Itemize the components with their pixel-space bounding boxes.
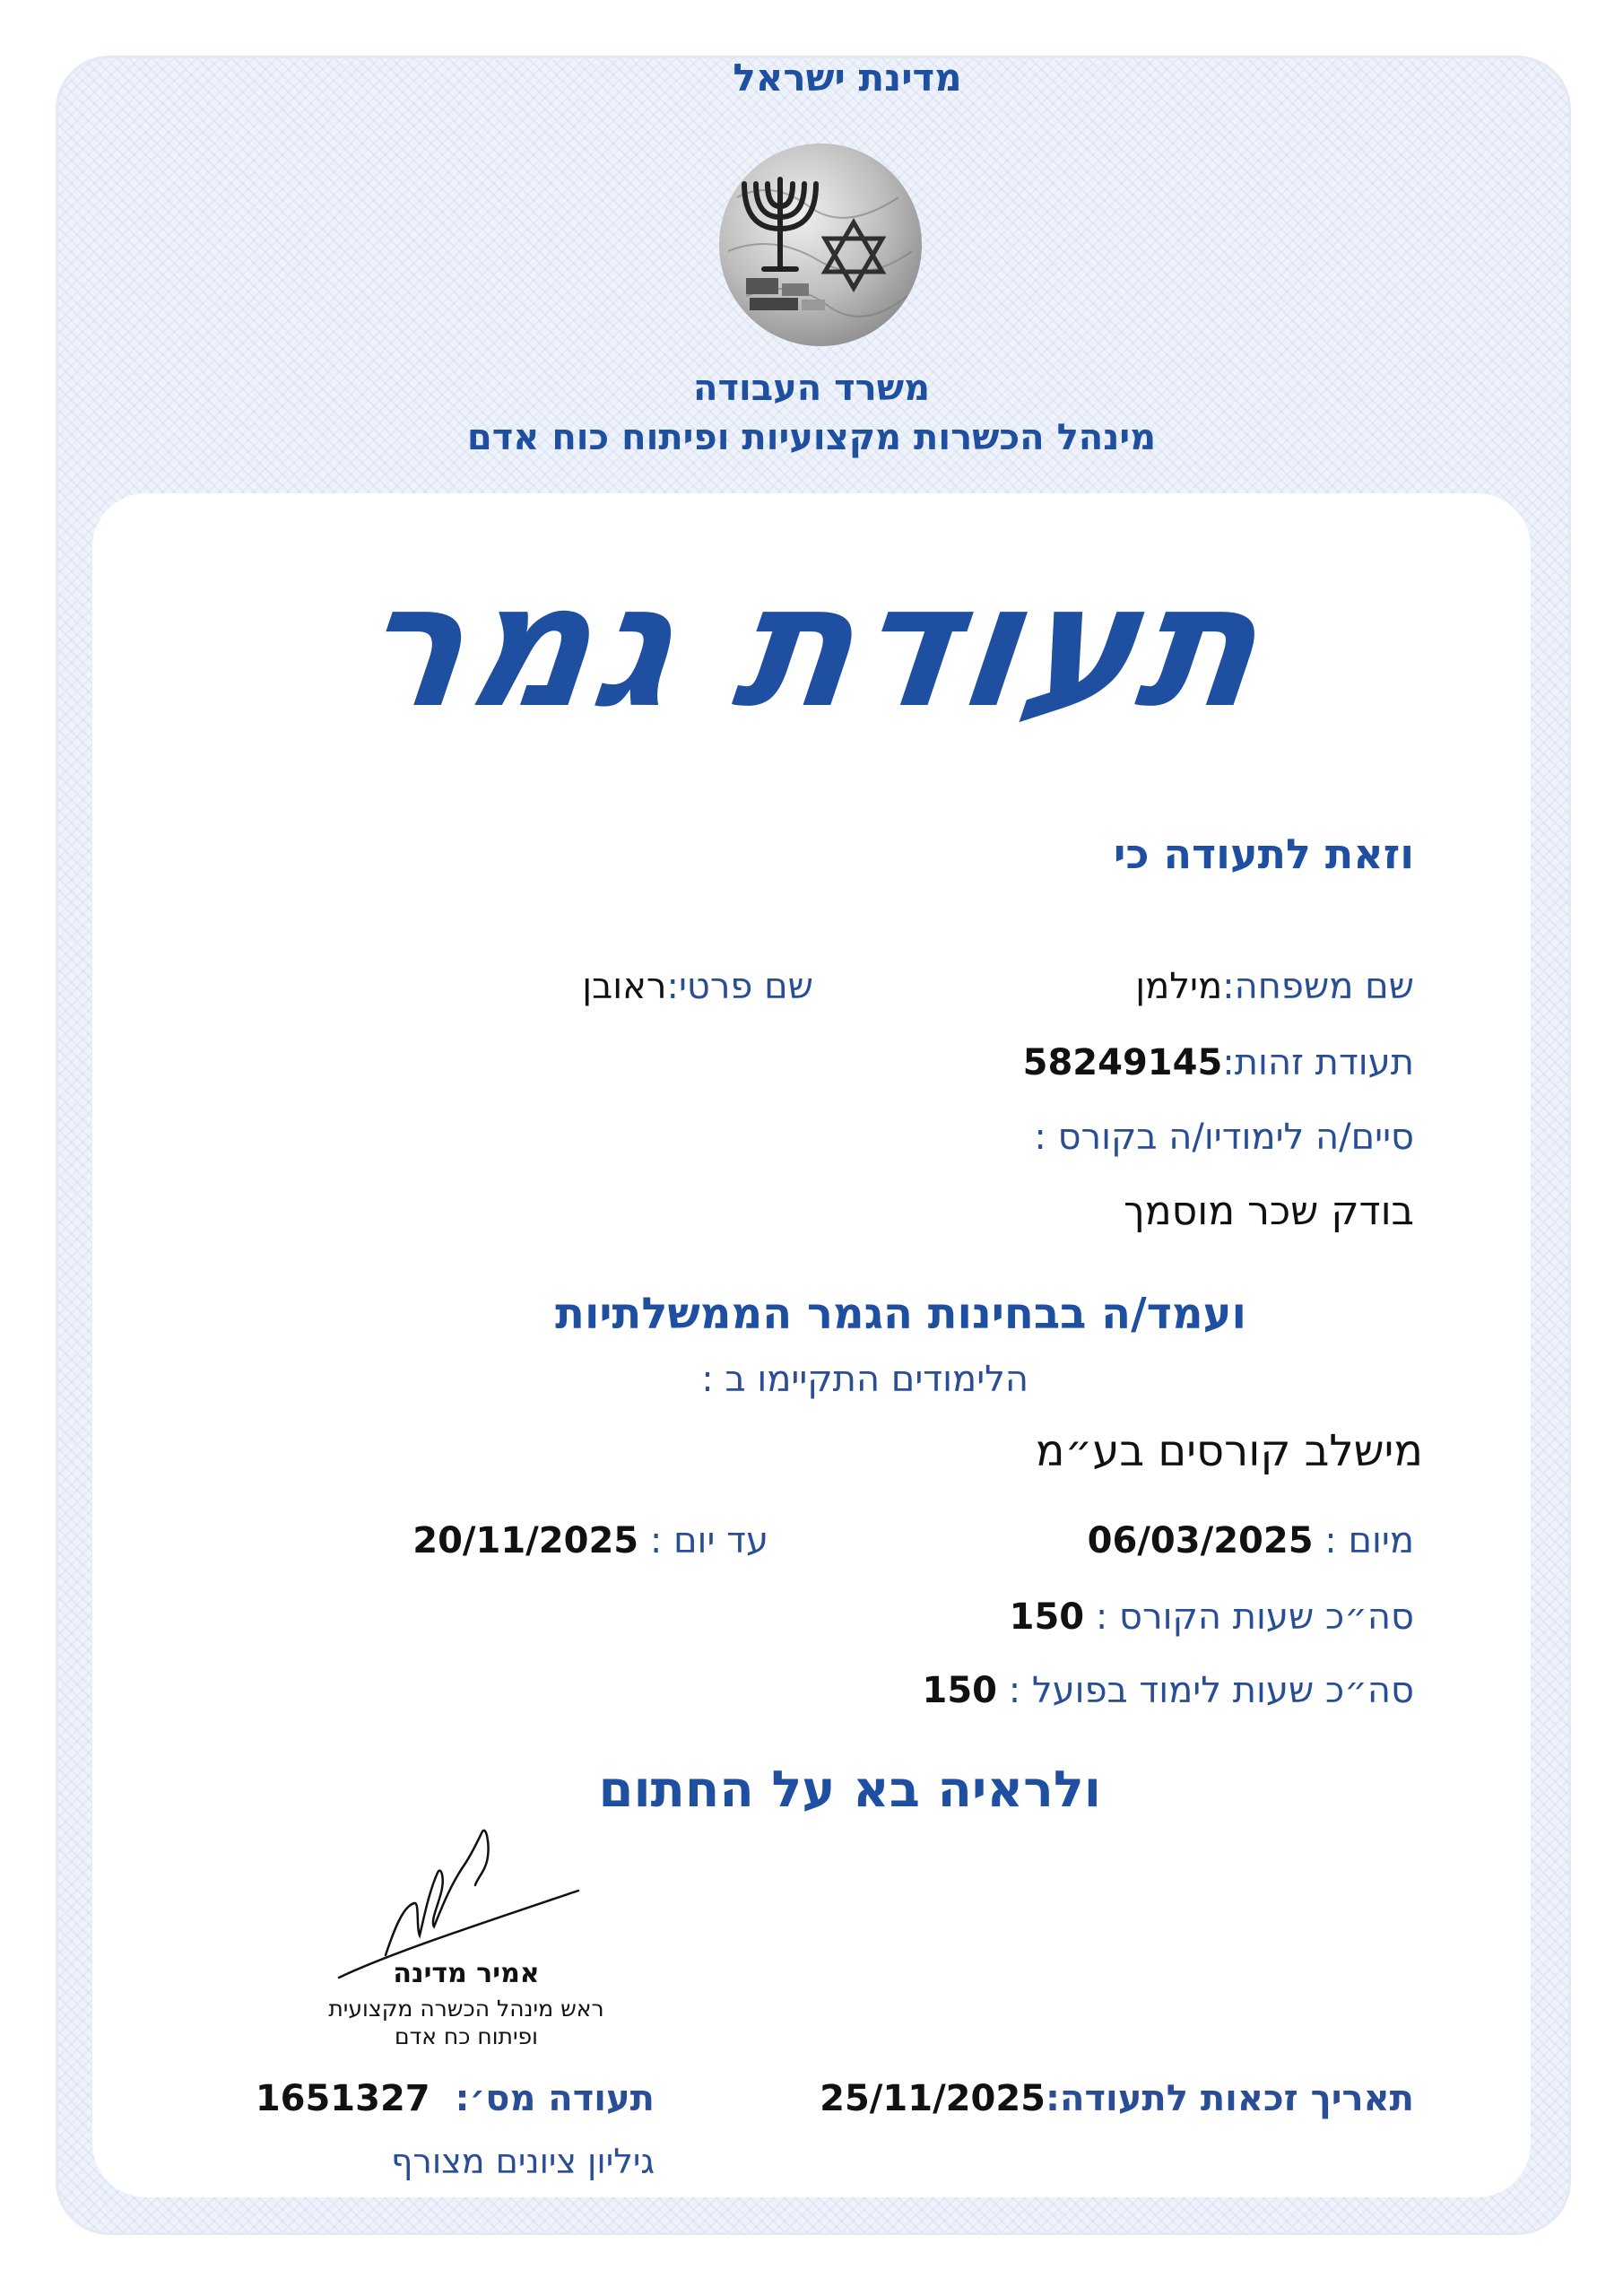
completed-label: סיים/ה לימודיו/ה בקורס [1057, 1117, 1414, 1158]
first-name-row: שם פרטי:ראובן [582, 966, 813, 1007]
institution-name: מישלב קורסים בע״מ [1035, 1426, 1423, 1476]
to-date-value: 20/11/2025 [412, 1520, 639, 1561]
state-emblem-icon [719, 144, 922, 346]
to-date-row: עד יום : 20/11/2025 [412, 1520, 768, 1561]
from-date-label: מיום [1348, 1520, 1414, 1561]
course-name: בודק שכר מוסמך [1124, 1188, 1414, 1234]
exam-statement: ועמד/ה בבחינות הגמר הממשלתיות [555, 1289, 1246, 1339]
last-name-label: שם משפחה [1234, 966, 1414, 1007]
actual-hours-value: 150 [922, 1670, 997, 1711]
cert-number-label: תעודה מס׳: [455, 2078, 655, 2119]
signatory-role-line2: ופיתוח כח אדם [395, 2023, 538, 2049]
actual-hours-row: סה״כ שעות לימוד בפועל : 150 [922, 1670, 1414, 1711]
cert-number-value: 1651327 [255, 2078, 430, 2119]
course-hours-value: 150 [1009, 1596, 1085, 1638]
signatory-role-line1: ראש מינהל הכשרה מקצועית [328, 1996, 604, 2022]
header-division: מינהל הכשרות מקצועיות ופיתוח כוח אדם [466, 417, 1157, 458]
from-date-value: 06/03/2025 [1087, 1520, 1314, 1561]
last-name-value: מילמן [1135, 966, 1223, 1007]
cert-number-row [256, 2078, 655, 2119]
course-hours-label: סה״כ שעות הקורס [1119, 1596, 1414, 1638]
completed-row: סיים/ה לימודיו/ה בקורס : [1034, 1117, 1414, 1158]
from-date-row: מיום : 06/03/2025 [1087, 1520, 1414, 1561]
first-name-label: שם פרטי [678, 966, 813, 1007]
id-label: תעודת זהות [1234, 1042, 1414, 1083]
id-value: 58249145 [1022, 1042, 1223, 1083]
signatory-name: אמיר מדינה [393, 1958, 540, 1989]
first-name-value: ראובן [582, 966, 667, 1007]
closing-text: ולראיה בא על החתום [598, 1761, 1101, 1819]
actual-hours-label: סה״כ שעות לימוד בפועל [1031, 1670, 1414, 1711]
last-name-row: שם משפחה:מילמן [1135, 966, 1414, 1007]
id-row: תעודת זהות:58249145 [1022, 1042, 1414, 1083]
intro-text: וזאת לתעודה כי [1113, 830, 1414, 878]
held-at-row: הלימודים התקיימו ב : [701, 1359, 1028, 1400]
course-hours-row: סה״כ שעות הקורס : 150 [1009, 1596, 1414, 1638]
certificate-title: תעודת גמר [348, 547, 1275, 745]
to-date-label: עד יום [673, 1520, 768, 1561]
entitlement-value: 25/11/2025 [820, 2078, 1046, 2119]
entitlement-row [820, 2078, 1414, 2119]
grades-note: גיליון ציונים מצורף [391, 2142, 655, 2181]
certificate-body [92, 493, 1531, 2197]
held-at-label: הלימודים התקיימו ב [725, 1359, 1028, 1400]
header-state: מדינת ישראל [733, 56, 962, 100]
header-ministry: משרד העבודה [692, 368, 931, 409]
entitlement-label: תאריך זכאות לתעודה: [1046, 2078, 1414, 2119]
